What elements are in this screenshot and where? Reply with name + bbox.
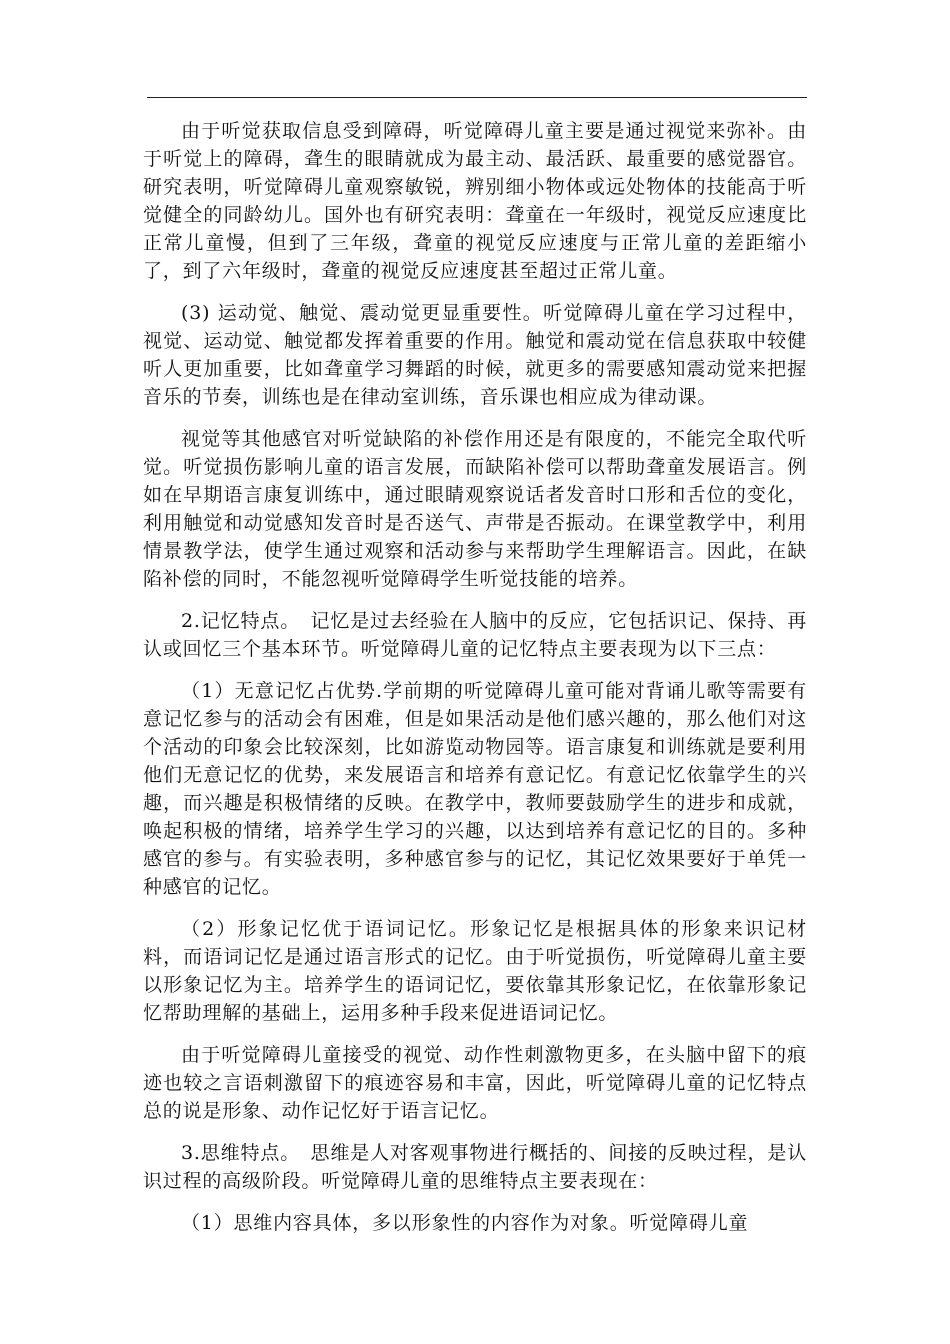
paragraph-thinking-characteristics: 3.思维特点。 思维是人对客观事物进行概括的、间接的反映过程，是认识过程的高级阶段。听觉障碍儿童的思维特点主要表现在： [143, 1142, 807, 1192]
paragraph-image-memory: （2）形象记忆优于语词记忆。形象记忆是根据具体的形象来识记材料，而语词记忆是通过语言形式的记忆。由于听觉损伤，听觉障碍儿童主要以形象记忆为主。培养学生的语词记忆，要依靠其形象记忆，在依靠形象记忆帮助理解的基础上，运用多种手段来促进语词记忆。 [143, 918, 807, 1024]
paragraph-compensation-limits: 视觉等其他感官对听觉缺陷的补偿作用还是有限度的，不能完全取代听觉。听觉损伤影响儿童的语言发展，而缺陷补偿可以帮助聋童发展语言。例如在早期语言康复训练中，通过眼睛观察说话者发音时口形和舌位的变化，利用触觉和动觉感知发音时是否送气、声带是否振动。在课堂教学中，利用情景教学法，使学生通过观察和活动参与来帮助学生理解语言。因此，在缺陷补偿的同时，不能忽视听觉障碍学生听觉技能的培养。 [143, 428, 807, 590]
paragraph-memory-characteristics: 2.记忆特点。 记忆是过去经验在人脑中的反应，它包括识记、保持、再认或回忆三个基本环节。听觉障碍儿童的记忆特点主要表现为以下三点： [143, 610, 807, 660]
header-rule [147, 97, 807, 98]
paragraph-memory-summary: 由于听觉障碍儿童接受的视觉、动作性刺激物更多，在头脑中留下的痕迹也较之言语刺激留下的痕迹容易和丰富，因此，听觉障碍儿童的记忆特点总的说是形象、动作记忆好于语言记忆。 [143, 1044, 807, 1122]
paragraph-visual-compensation: 由于听觉获取信息受到障碍，听觉障碍儿童主要是通过视觉来弥补。由于听觉上的障碍，聋生的眼睛就成为最主动、最活跃、最重要的感觉器官。研究表明，听觉障碍儿童观察敏锐，辨别细小物体或远处物体的技能高于听觉健全的同龄幼儿。国外也有研究表明：聋童在一年级时，视觉反应速度比正常儿童慢，但到了三年级，聋童的视觉反应速度与正常儿童的差距缩小了，到了六年级时，聋童的视觉反应速度甚至超过正常儿童。 [143, 120, 807, 282]
paragraph-unintentional-memory: （1）无意记忆占优势.学前期的听觉障碍儿童可能对背诵儿歌等需要有意记忆参与的活动会有困难，但是如果活动是他们感兴趣的，那么他们对这个活动的印象会比较深刻，比如游览动物园等。语言康复和训练就是要利用他们无意记忆的优势，来发展语言和培养有意记忆。有意记忆依靠学生的兴趣，而兴趣是积极情绪的反映。在教学中，教师要鼓励学生的进步和成就，唤起积极的情绪，培养学生学习的兴趣，以达到培养有意记忆的目的。多种感官的参与。有实验表明，多种感官参与的记忆，其记忆效果要好于单凭一种感官的记忆。 [143, 680, 807, 898]
document-body [143, 117, 807, 1237]
paragraph-concrete-thinking: （1）思维内容具体，多以形象性的内容作为对象。听觉障碍儿童 [181, 1212, 749, 1234]
paragraph-kinesthetic-tactile-vibration: (3) 运动觉、触觉、震动觉更显重要性。听觉障碍儿童在学习过程中，视觉、运动觉、触觉都发挥着重要的作用。触觉和震动觉在信息获取中较健听人更加重要，比如聋童学习舞蹈的时候，就更多的需要感知震动觉来把握音乐的节奏，训练也是在律动室训练，音乐课也相应成为律动课。 [143, 302, 807, 408]
